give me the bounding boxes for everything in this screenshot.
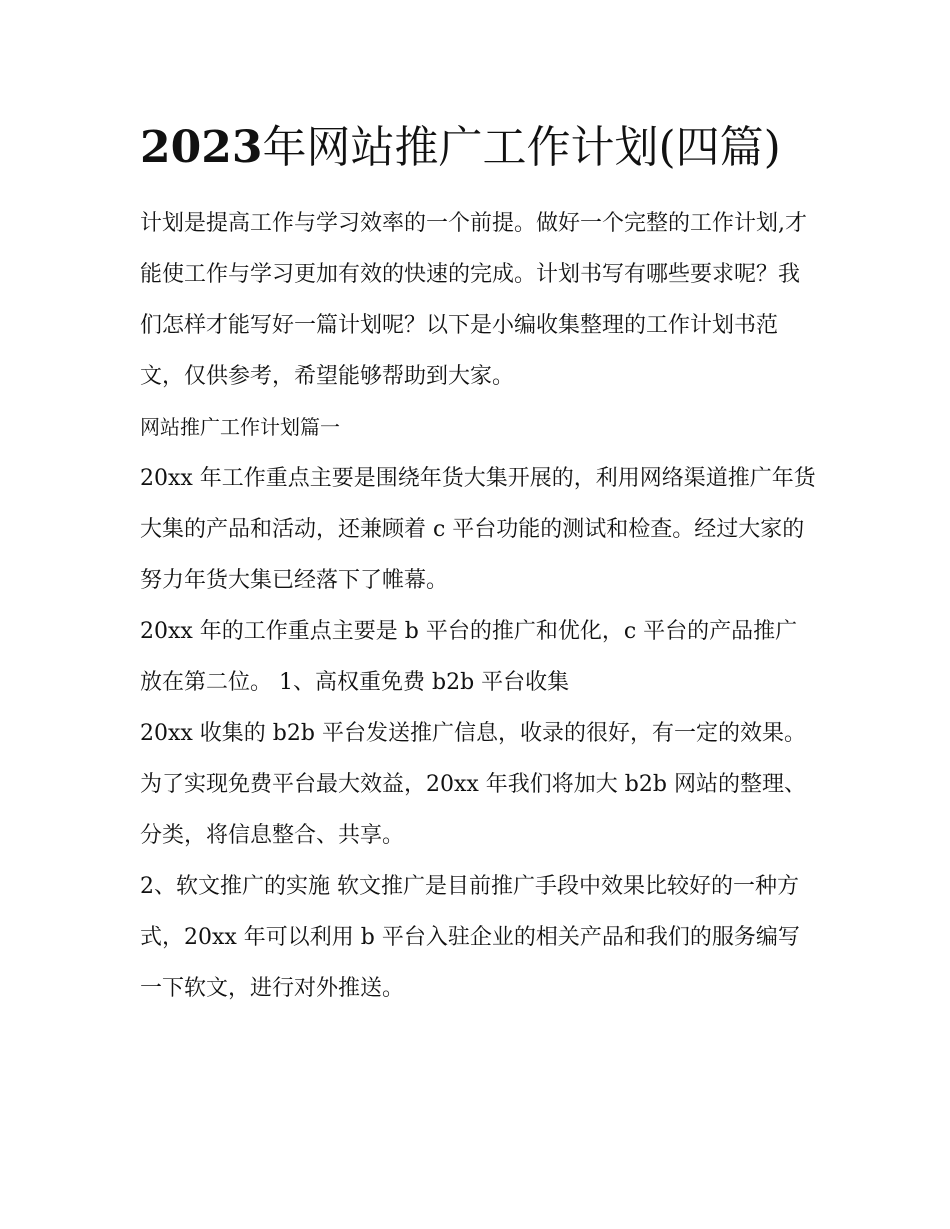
title-text: 年网站推广工作计划(四篇) <box>262 122 781 173</box>
title-year: 2023 <box>140 122 263 173</box>
document-title <box>140 112 816 184</box>
document-body <box>140 112 816 1014</box>
body-paragraph: 20xx 年的工作重点主要是 b 平台的推广和优化，c 平台的产品推广放在第二位。 1、高权重免费 b2b 平台收集 <box>140 619 798 695</box>
body-paragraph: 20xx 年工作重点主要是围绕年货大集开展的，利用网络渠道推广年货大集的产品和活动，还兼顾着 c 平台功能的测试和检查。经过大家的努力年货大集已经落下了帷幕。 <box>140 466 816 593</box>
body-paragraph: 2、软文推广的实施 软文推广是目前推广手段中效果比较好的一种方式，20xx 年可以利用 b 平台入驻企业的相关产品和我们的服务编写一下软文，进行对外推送。 <box>140 874 800 1001</box>
intro-paragraph: 计划是提高工作与学习效率的一个前提。做好一个完整的工作计划,才能使工作与学习更加有效的快速的完成。计划书写有哪些要求呢？我们怎样才能写好一篇计划呢？以下是小编收集整理的工作计划书范文，仅供参考，希望能够帮助到大家。 <box>140 211 807 389</box>
body-paragraph: 20xx 收集的 b2b 平台发送推广信息，收录的很好，有一定的效果。为了实现免费平台最大效益，20xx 年我们将加大 b2b 网站的整理、分类，将信息整合、共享。 <box>140 721 806 848</box>
section-heading: 网站推广工作计划篇一 <box>140 415 340 439</box>
